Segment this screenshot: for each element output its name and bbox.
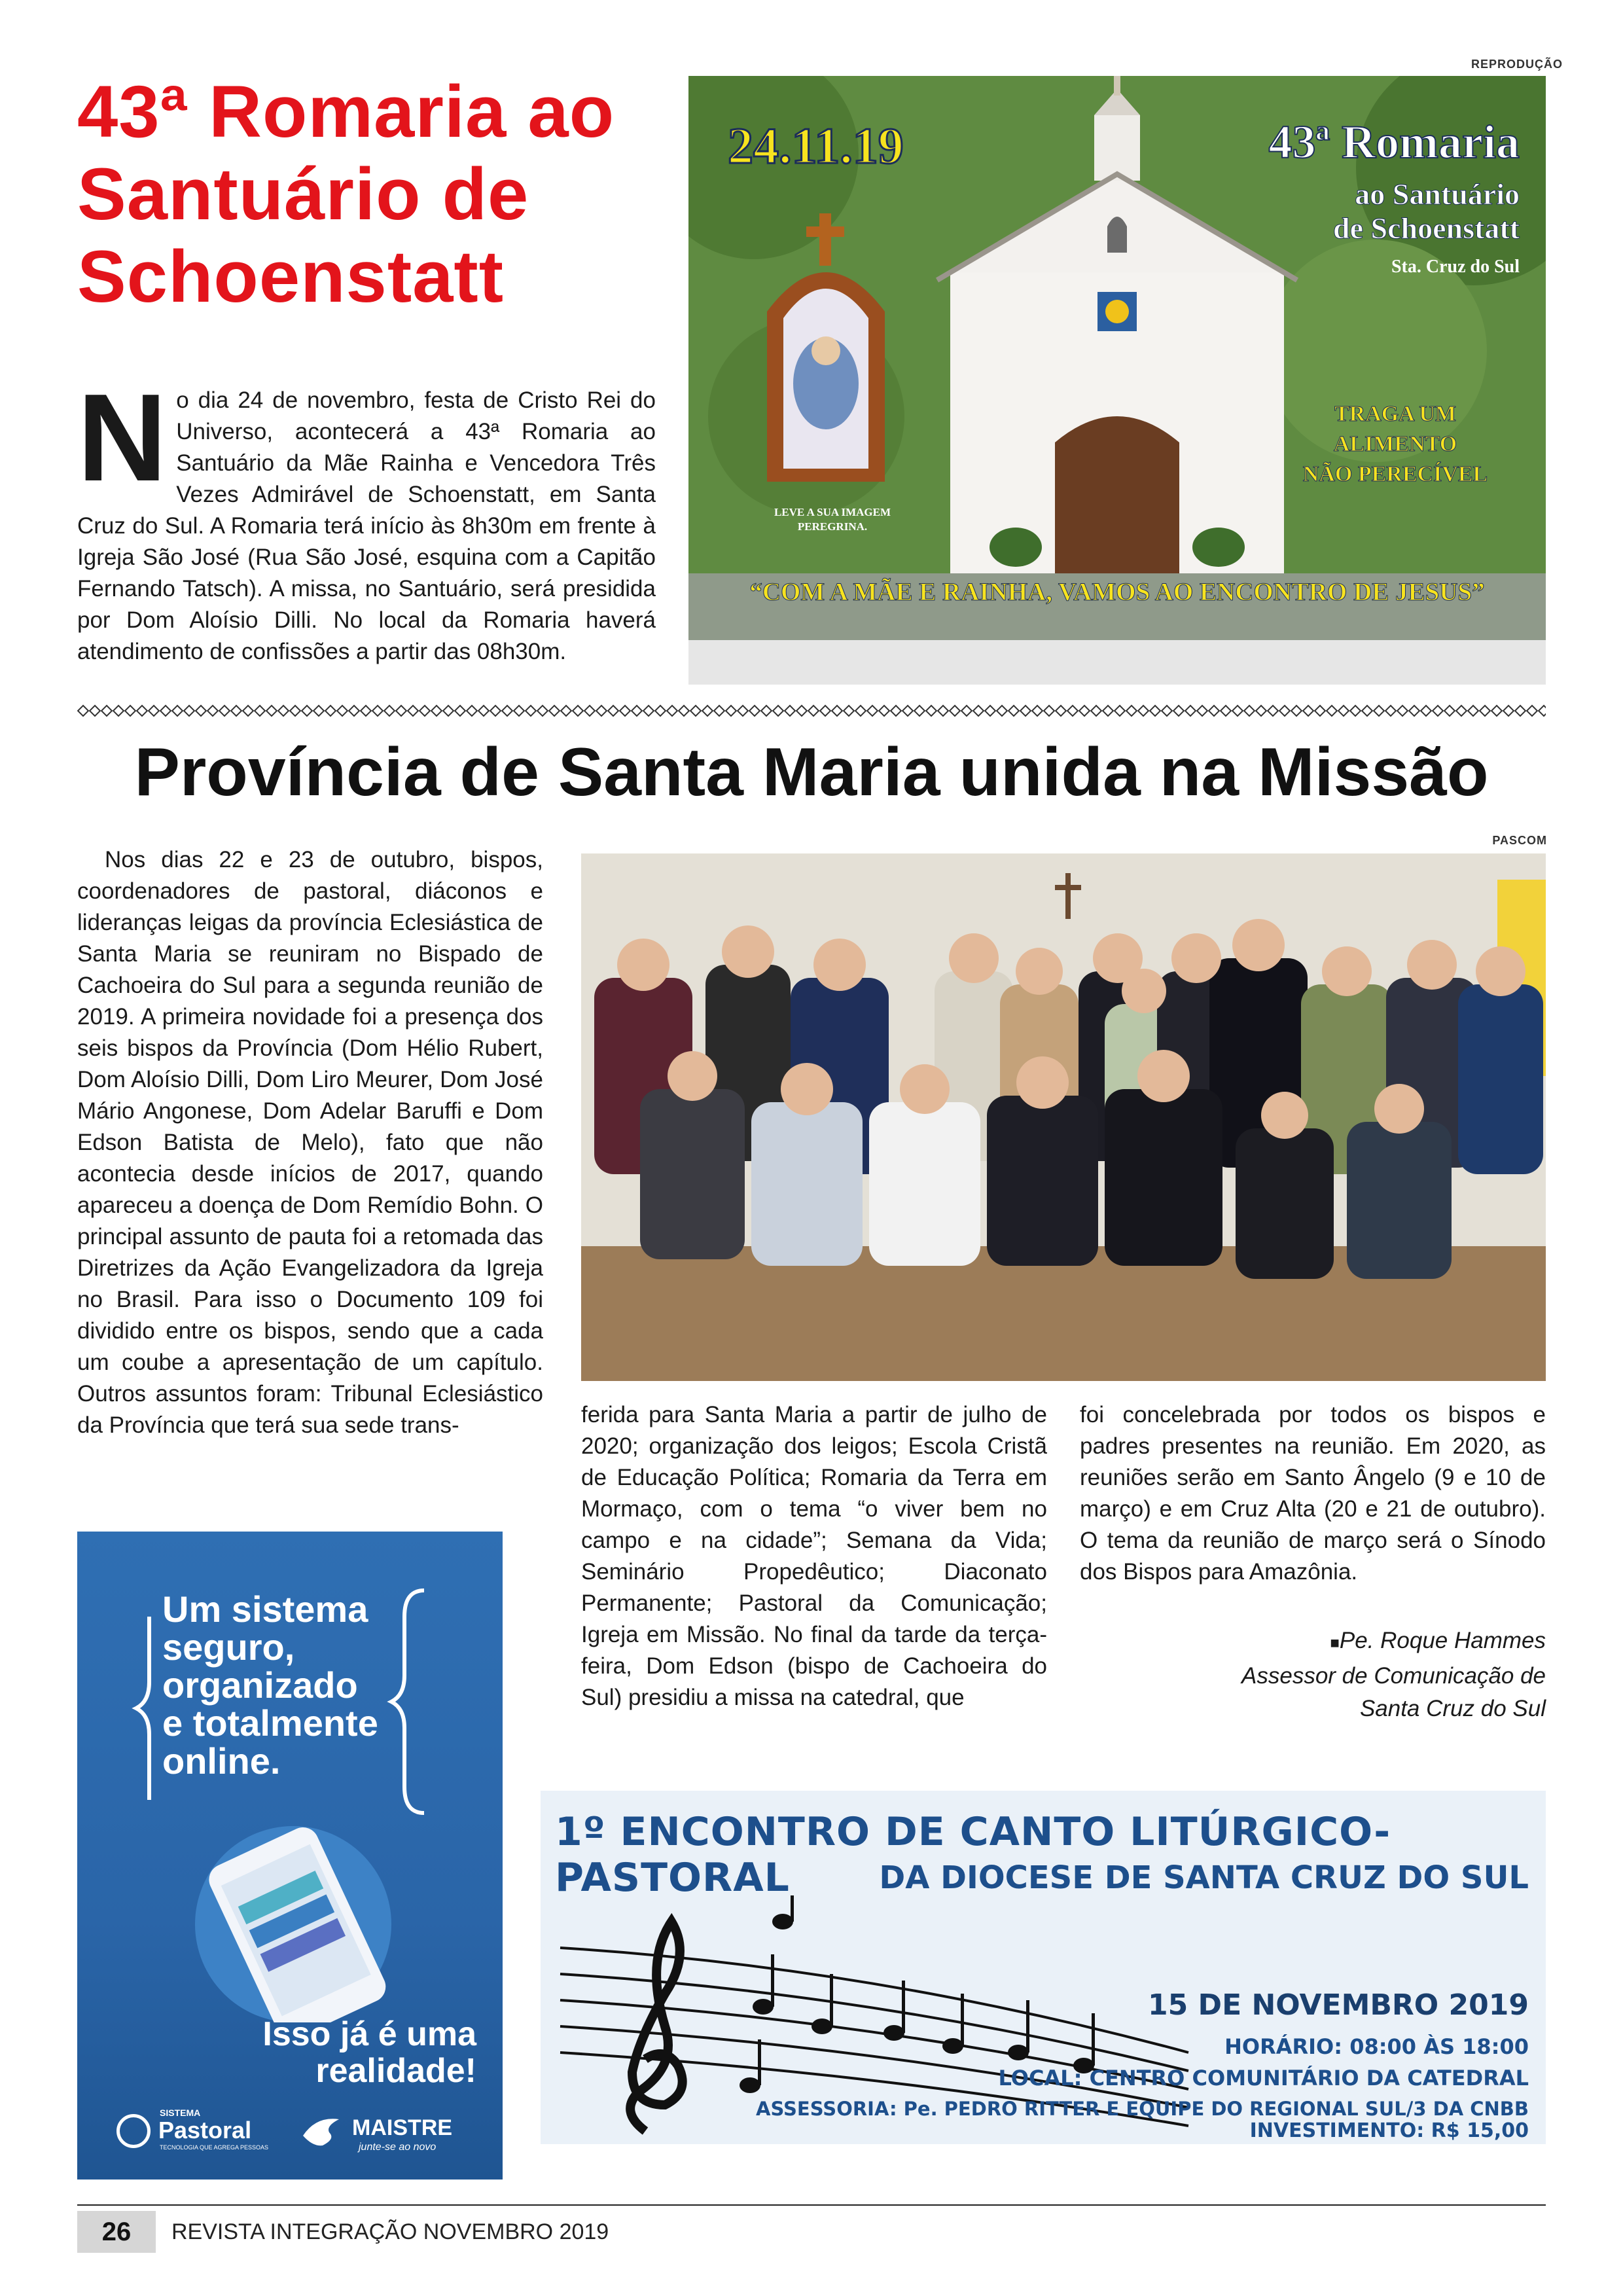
group-photo <box>581 853 1546 1381</box>
banner-date: 15 DE NOVEMBRO 2019 <box>1148 1988 1529 2022</box>
poster-motto: “COM A MÃE E RAINHA, VAMOS AO ENCONTRO DE JESUS” <box>749 578 1485 606</box>
poster-bring-food <box>1277 399 1513 490</box>
ad-headline-line: online. <box>162 1740 281 1782</box>
ad-tagline-line: Isso já é uma <box>262 2015 476 2053</box>
poster-image-note: LEVE A SUA IMAGEM PEREGRINA. <box>774 506 891 533</box>
poster-bring-line: TRAGA UM <box>1334 402 1457 426</box>
phone-illustration <box>136 1813 450 2022</box>
article1-title-line: 43ª Romaria ao <box>77 71 615 152</box>
banner-subtitle: DA DIOCESE DE SANTA CRUZ DO SUL <box>879 1859 1529 1896</box>
article2-title: Província de Santa Maria unida na Missão <box>134 734 1489 810</box>
pastoral-logo-icon <box>116 2114 151 2148</box>
dove-icon <box>300 2113 346 2152</box>
poster-bring-line: ALIMENTO <box>1333 432 1457 456</box>
banner-price: INVESTIMENTO: R$ 15,00 <box>1249 2119 1529 2142</box>
banner-schedule: HORÁRIO: 08:00 ÀS 18:00 <box>1224 2034 1529 2059</box>
article1-title-line: Santuário de <box>77 153 529 235</box>
article2-photo-credit: PASCOM <box>1492 834 1547 847</box>
banner-location: LOCAL: CENTRO COMUNITÁRIO DA CATEDRAL <box>998 2066 1529 2090</box>
signature-place: Santa Cruz do Sul <box>1359 1696 1546 1721</box>
ad-tagline-line: realidade! <box>315 2052 476 2090</box>
article2-column-3: foi concelebrada por todos os bispos e padres presentes na reunião. Em 2020, as reuniões serão em Santo Ângelo (9 e 10 de março) e em Cruz Alta (20 e 21 de outubro). O tema da reunião de março será o Sínodo dos Bispos para Amazônia. <box>1080 1402 1546 1585</box>
pastoral-system-ad <box>77 1532 503 2179</box>
article1-title <box>77 71 666 318</box>
poster-bottom-strip <box>688 640 1546 685</box>
article1-dropcap: N <box>77 368 168 507</box>
pastoral-logo-small: SISTEMA <box>160 2108 201 2118</box>
page-number: 26 <box>77 2211 156 2253</box>
article1-photo-credit: REPRODUÇÃO <box>1471 58 1563 71</box>
section-divider <box>77 703 1546 719</box>
maistre-logo-name: MAISTRE <box>352 2115 452 2140</box>
poster-place: Sta. Cruz do Sul <box>1391 257 1520 277</box>
canto-liturgico-banner <box>541 1791 1546 2144</box>
signature-name: ■Pe. Roque Hammes <box>1330 1628 1546 1653</box>
article2-column-2: ferida para Santa Maria a partir de julho de 2020; organização dos leigos; Escola Cristã de Educação Política; Romaria da Terra em Mormaço, com o tema “o viver bem no campo e na cidade”; Semana da Vida; Seminário Propedêutico; Diaconato Permanente; Pastoral da Comunicação; Igreja em Missão. No final da tarde da terça-feira, Dom Edson (bispo de Cachoeira do Sul) presidiu a missa na catedral, que <box>581 1402 1047 1710</box>
footer-rule <box>77 2204 1546 2206</box>
pastoral-logo-tagline: TECNOLOGIA QUE AGREGA PESSOAS <box>160 2144 269 2151</box>
ad-headline-line: Um sistema <box>162 1588 368 1630</box>
poster-date: 24.11.19 <box>728 117 904 174</box>
ad-headline-line: e totalmente <box>162 1702 378 1744</box>
article1-body-text: o dia 24 de novembro, festa de Cristo Rei do Universo, acontecerá a 43ª Romaria ao Santuário da Mãe Rainha e Vencedora Três Vezes Admirável de Schoenstatt, em Santa Cruz do Sul. A Romaria terá início às 8h30m em frente à Igreja São José (Rua São José, esquina com a Capitão Fernando Tatsch). A missa, no Santuário, será presidida por Dom Aloísio Dilli. No local da Romaria haverá atendimento de confissões a partir das 08h30m. <box>77 387 656 664</box>
poster-title: 43ª Romaria <box>1268 116 1520 168</box>
footer-publication: REVISTA INTEGRAÇÃO NOVEMBRO 2019 <box>171 2219 609 2244</box>
maistre-logo-tagline: junte-se ao novo <box>359 2142 437 2153</box>
ad-headline-line: organizado <box>162 1664 358 1706</box>
ad-brace-decoration <box>130 1577 457 1826</box>
signature-role: Assessor de Comunicação de <box>1241 1663 1546 1689</box>
article1-body <box>77 368 656 668</box>
poster-subtitle-b: de Schoenstatt <box>1333 211 1520 245</box>
signature-name-text: Pe. Roque Hammes <box>1339 1628 1546 1653</box>
romaria-poster <box>688 76 1546 640</box>
poster-subtitle-a: ao Santuário <box>1355 177 1520 211</box>
article2-column-1: Nos dias 22 e 23 de outubro, bispos, coordenadores de pastoral, diáconos e lideranças leigas da província Eclesiástica de Santa Maria se reuniram no Bispado de Cachoeira do Sul para a segunda reunião de 2019. A primeira novidade foi a presença dos seis bispos da Província (Dom Hélio Rubert, Dom Aloísio Dilli, Dom Liro Meurer, Dom José Mário Angonese, Dom Adelar Baruffi e Dom Edson Batista de Melo), fato que não acontecia desde inícios de 2017, quando apareceu a doença de Dom Remídio Bohn. O principal assunto de pauta foi a retomada das Diretrizes da Ação Evangelizadora da Igreja no Brasil. Para isso o Documento 109 foi dividido entre os bispos, sendo que a cada um coube a apresentação de um capítulo. Outros assuntos foram: Tribunal Eclesiástico da Província que terá sua sede trans- <box>77 847 543 1438</box>
poster-bring-line: NÃO PERECÍVEL <box>1302 462 1488 486</box>
article2-signature <box>1080 1624 1546 1725</box>
pastoral-logo-name: Pastoral <box>158 2117 252 2144</box>
banner-advisors: ASSESSORIA: Pe. PEDRO RITTER E EQUIPE DO REGIONAL SUL/3 DA CNBB <box>756 2098 1529 2120</box>
ad-tagline <box>103 2016 476 2089</box>
banner-title: 1º ENCONTRO DE CANTO LITÚRGICO-PASTORAL <box>555 1809 1391 1901</box>
article1-title-line: Schoenstatt <box>77 236 504 317</box>
group-photo-artwork <box>581 853 1546 1381</box>
ad-headline-line: seguro, <box>162 1626 295 1668</box>
